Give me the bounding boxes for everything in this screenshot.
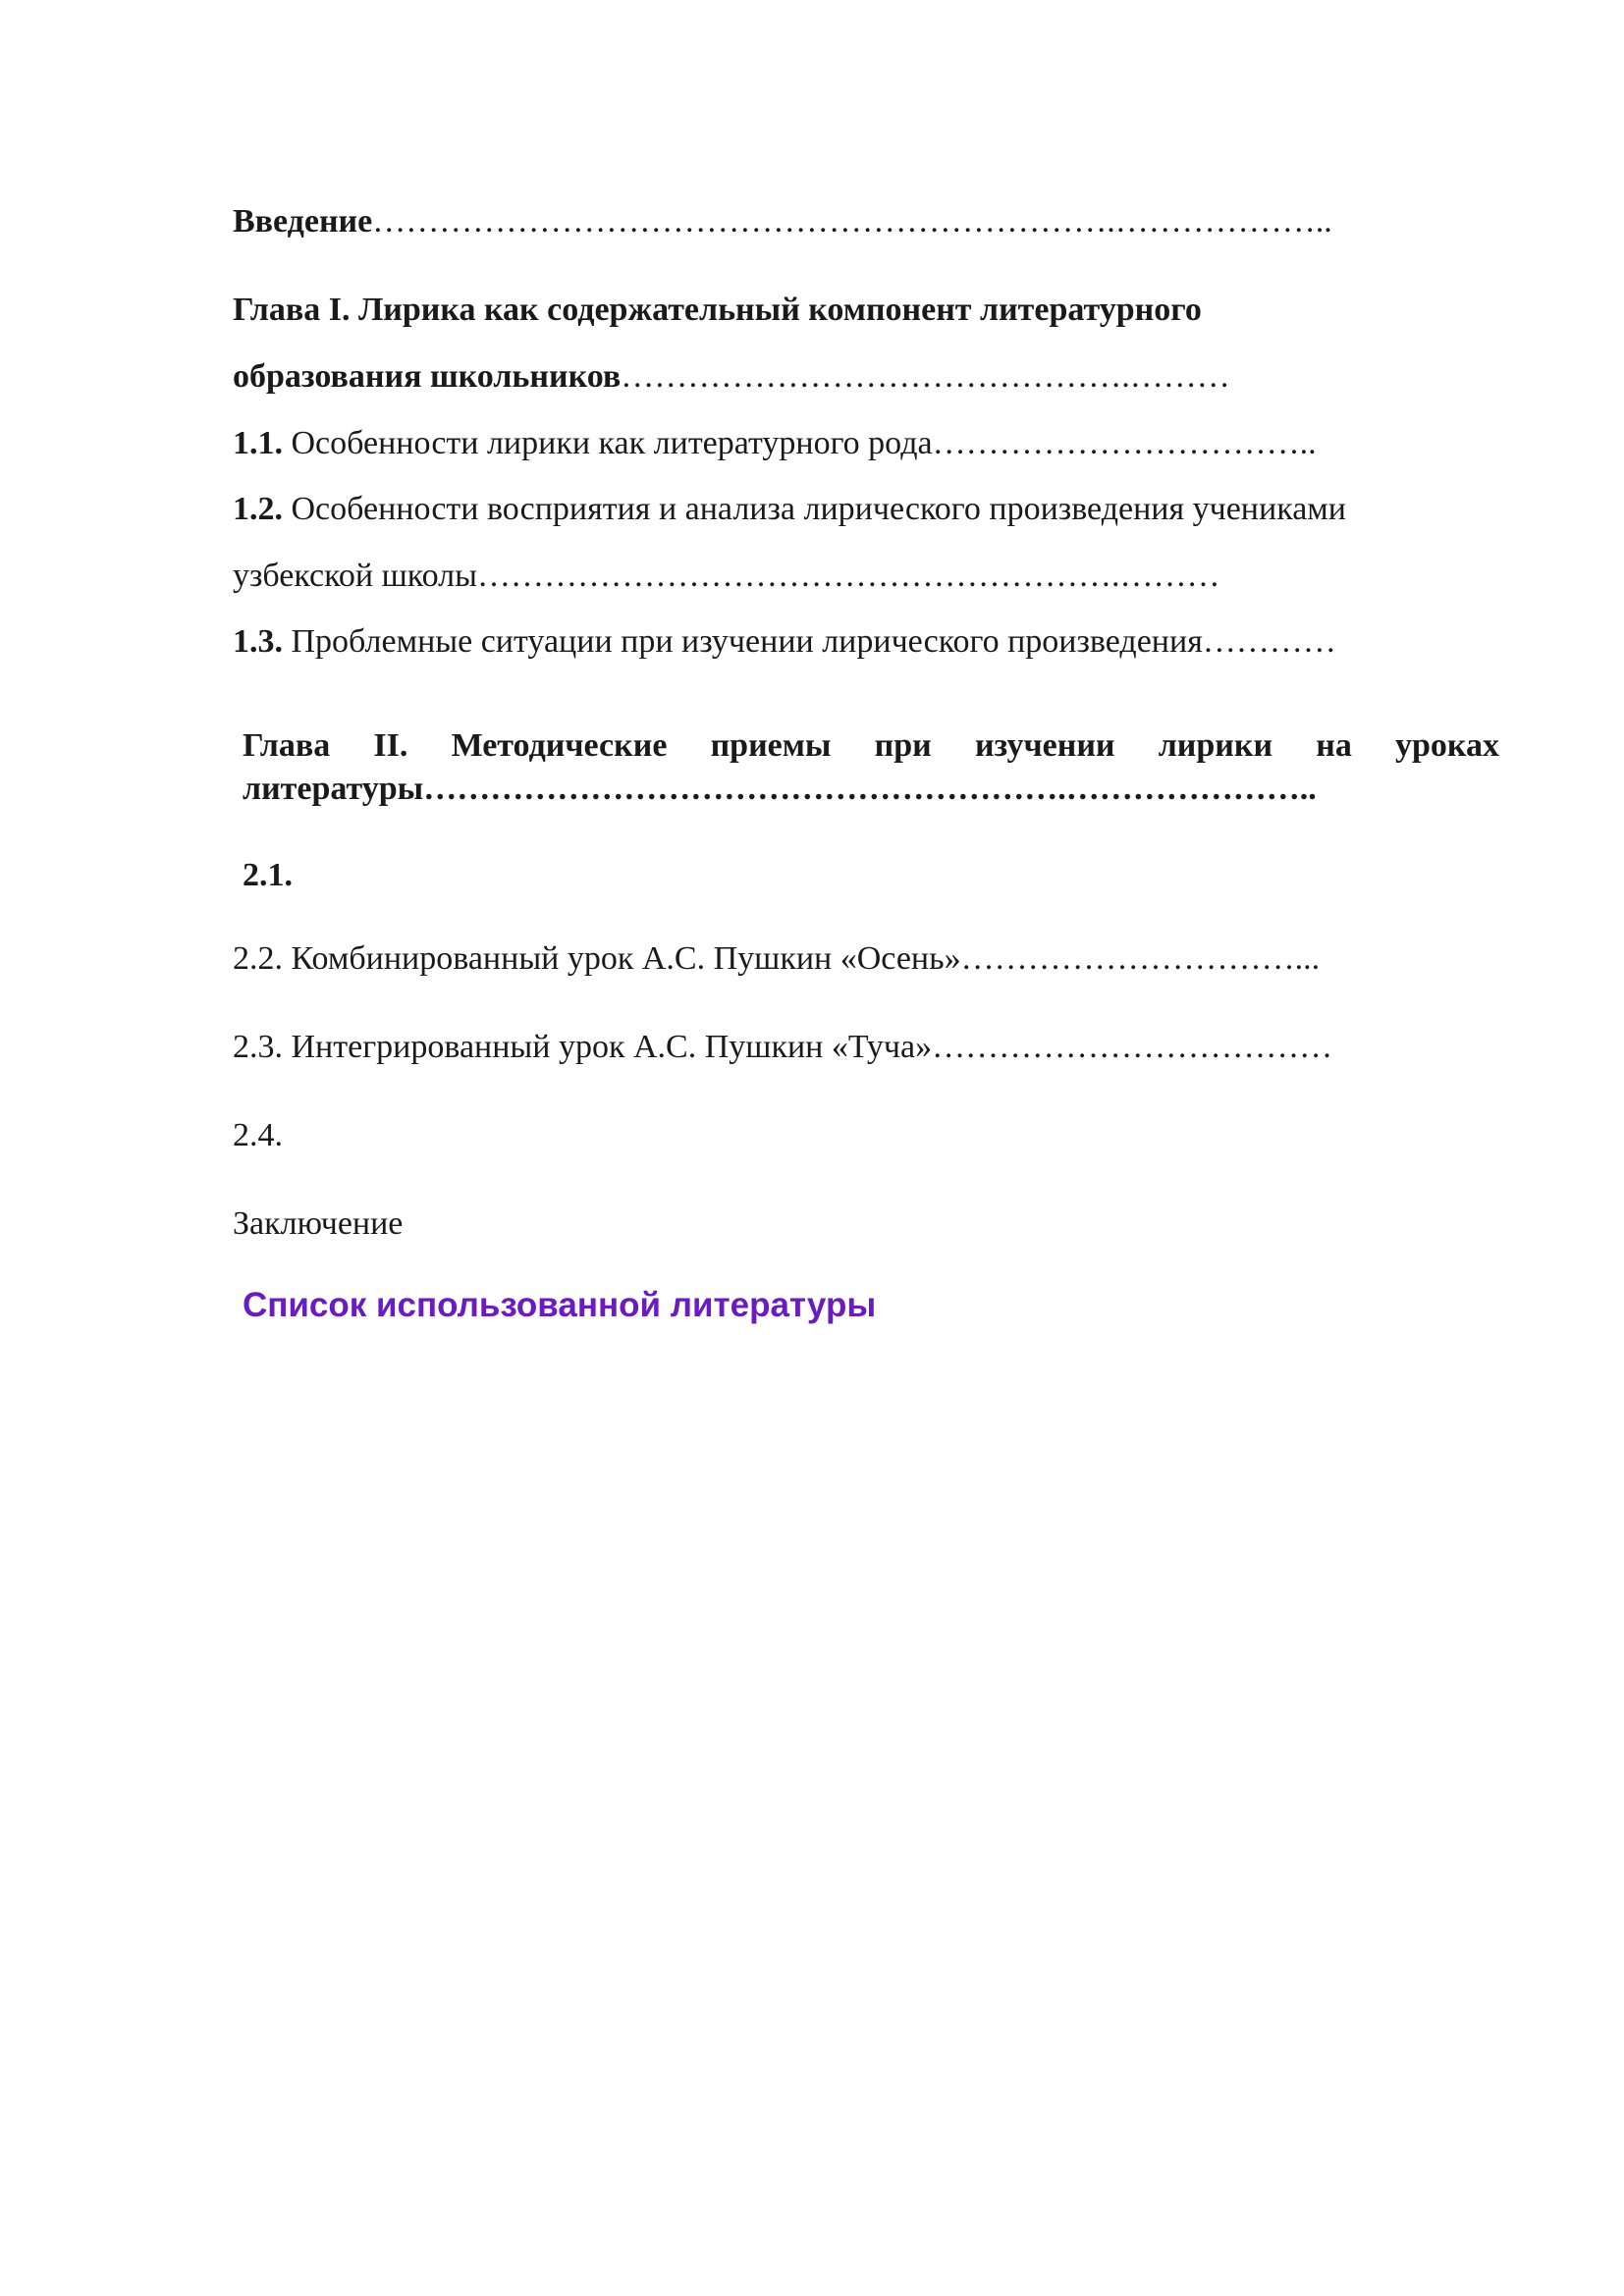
toc-entry-1-3[interactable] [233,622,1336,662]
toc-1-1-text: Особенности лирики как литературного рода [283,425,933,461]
toc-chapter1-title-cont[interactable] [233,357,1230,397]
toc-entry-2-2[interactable] [233,939,1320,979]
toc-chapter1-title[interactable]: Глава I. Лирика как содержательный компонент литературного [233,292,1202,328]
toc-chapter2-text: Глава II. Методические приемы при изучении лирики на уроках литературы [243,727,1499,807]
toc-2-2-text: 2.2. Комбинированный урок А.С. Пушкин «Осень» [233,940,961,977]
toc-intro-leader: ………………………………………………………….……………….. [372,203,1332,240]
toc-1-3-leader: ………… [1202,623,1336,660]
toc-entry-2-3[interactable] [233,1028,1332,1067]
toc-1-2-leader: ………………………………………………….……… [476,558,1220,594]
toc-chapter1-leader: ……………………………………….……… [621,358,1230,395]
toc-entry-1-1[interactable] [233,424,1317,463]
toc-1-3-number: 1.3. [233,623,283,660]
toc-entry-introduction[interactable] [233,202,1332,241]
toc-2-3-text: 2.3. Интегрированный урок А.С. Пушкин «Туча» [233,1029,933,1065]
toc-1-1-leader: …………………………….. [932,425,1317,461]
toc-chapter2-leader: ………………………………………………….………………….. [423,771,1317,807]
toc-2-2-leader: …………………………... [960,940,1321,977]
toc-chapter2-title[interactable] [243,724,1499,811]
toc-entry-1-2-cont[interactable] [233,557,1219,596]
toc-2-3-leader: ……………………………… [932,1029,1333,1065]
toc-1-3-text: Проблемные ситуации при изучении лирического произведения [283,623,1203,660]
toc-entry-references[interactable]: Список использованной литературы [243,1286,877,1324]
toc-entry-2-1[interactable]: 2.1. [243,857,293,893]
toc-entry-conclusion[interactable]: Заключение [233,1205,404,1242]
toc-1-2-number: 1.2. [233,491,283,527]
toc-1-2-text: Особенности восприятия и анализа лирического произведения учениками [283,491,1347,527]
toc-intro-label: Введение [233,203,373,240]
toc-chapter1-label: образования школьников [233,358,622,395]
toc-entry-2-4[interactable]: 2.4. [233,1117,283,1153]
toc-entry-1-2[interactable] [233,490,1346,529]
toc-1-1-number: 1.1. [233,425,283,461]
toc-1-2-text-cont: узбекской школы [233,558,477,594]
